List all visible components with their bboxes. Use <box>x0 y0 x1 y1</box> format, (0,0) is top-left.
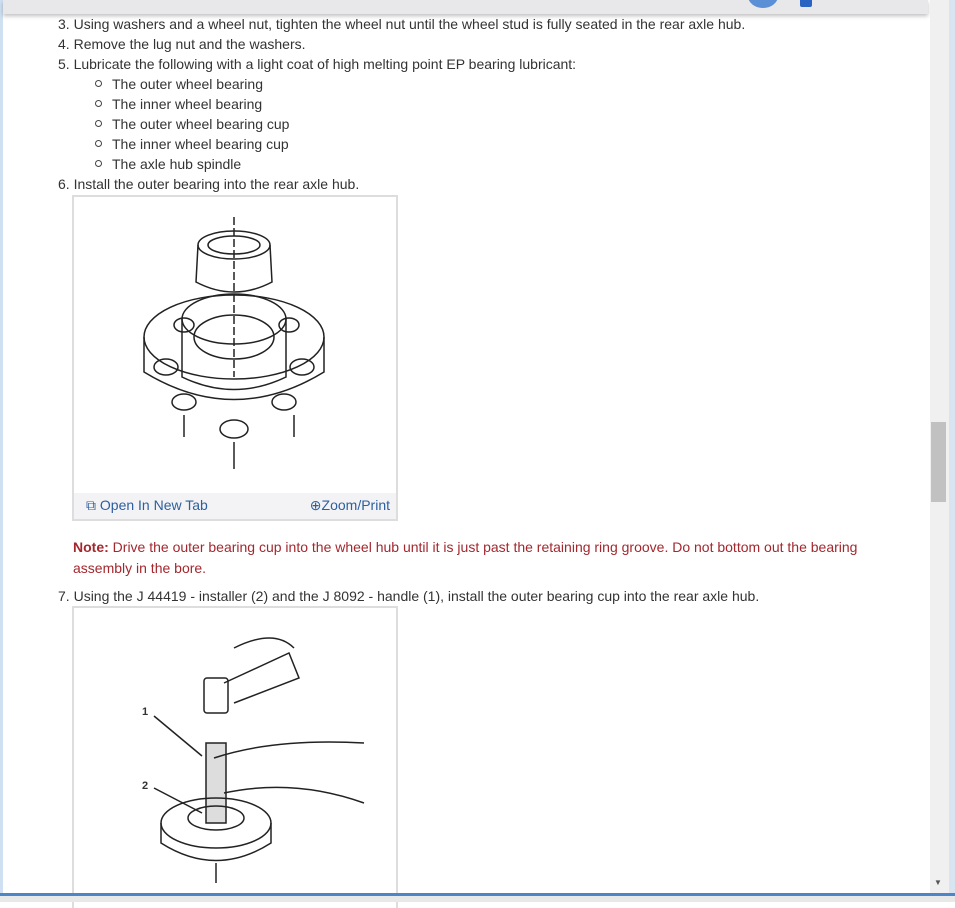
installer-illustration <box>74 608 396 898</box>
toolbar <box>3 0 928 14</box>
list-item: The outer wheel bearing <box>95 74 263 94</box>
list-item: The outer wheel bearing cup <box>95 114 289 134</box>
callout-1: 1 <box>142 706 149 718</box>
zoom-print-link[interactable]: ⊕Zoom/Print <box>309 497 390 513</box>
window-edge <box>0 0 3 902</box>
list-item: The axle hub spindle <box>95 154 241 174</box>
step-3: 3. Using washers and a wheel nut, tighten the wheel nut until the wheel stud is fully seated in the rear axle hub. <box>58 16 746 32</box>
open-new-tab-link[interactable]: ⧉ Open In New Tab <box>86 497 208 513</box>
figure-outer-bearing <box>72 195 398 521</box>
open-new-tab-icon: ⧉ <box>86 497 96 513</box>
scrollbar-thumb[interactable] <box>931 422 946 502</box>
step-6: 6. Install the outer bearing into the rear axle hub. <box>58 176 360 192</box>
step-4: 4. Remove the lug nut and the washers. <box>58 36 306 52</box>
add-icon[interactable] <box>800 0 812 7</box>
scroll-down-arrow-icon[interactable]: ▼ <box>934 878 942 887</box>
list-item: The inner wheel bearing cup <box>95 134 289 154</box>
window-edge-right <box>949 0 955 902</box>
callout-2: 2 <box>142 780 149 792</box>
figure-installer <box>72 606 398 908</box>
window-bottom <box>0 896 955 902</box>
zoom-in-icon: ⊕ <box>309 497 322 513</box>
figure-toolbar <box>74 493 396 519</box>
bearing-hub-illustration <box>74 197 396 491</box>
step-7: 7. Using the J 44419 - installer (2) and the J 8092 - handle (1), install the outer bearing cup into the rear axle hub. <box>58 588 760 604</box>
step-5: 5. Lubricate the following with a light coat of high melting point EP bearing lubricant: <box>58 56 577 72</box>
list-item: The inner wheel bearing <box>95 94 262 114</box>
avatar[interactable] <box>748 0 778 8</box>
note: Note: Drive the outer bearing cup into the wheel hub until it is just past the retaining ring groove. Do not bottom out the bearing assembly in the bore. <box>73 539 858 576</box>
